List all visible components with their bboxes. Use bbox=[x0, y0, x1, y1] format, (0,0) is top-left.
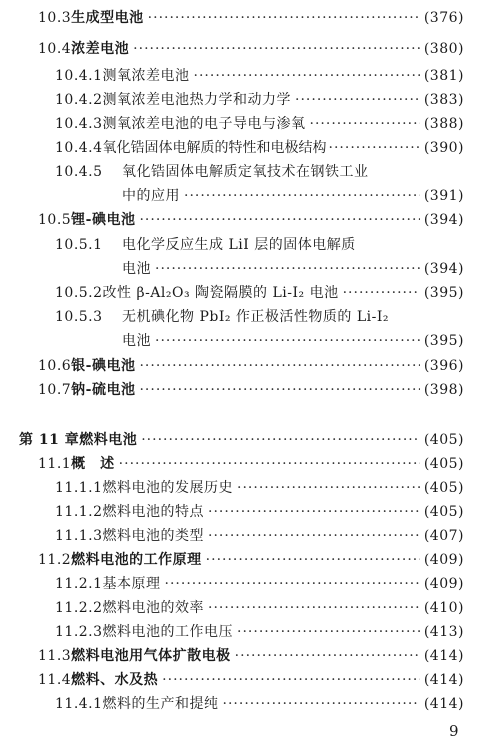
section-title-continued: 电池 bbox=[122, 261, 151, 277]
leader-dots bbox=[139, 381, 419, 399]
leader-dots bbox=[206, 551, 420, 569]
section-number: 11.1 bbox=[38, 456, 72, 472]
leader-dots bbox=[237, 479, 420, 497]
section-title: 燃料电池的效率 bbox=[102, 600, 205, 616]
page-number: (391) bbox=[423, 188, 464, 204]
section-title: 基本原理 bbox=[102, 576, 161, 592]
section-title: 燃料电池用气体扩散电极 bbox=[71, 648, 231, 664]
leader-dots bbox=[119, 455, 420, 473]
section-title: 电化学反应生成 LiI 层的固体电解质 bbox=[122, 237, 356, 253]
section-title: 燃料的生产和提纯 bbox=[102, 696, 219, 712]
toc-entry-10-6 bbox=[38, 357, 464, 375]
page-number: (414) bbox=[423, 696, 464, 712]
toc-entry-10-5-1-continued bbox=[122, 260, 464, 278]
page-number: (376) bbox=[423, 10, 464, 26]
page-number: (405) bbox=[423, 504, 464, 520]
toc-entry-11-1 bbox=[38, 455, 464, 473]
page-number: (390) bbox=[423, 140, 464, 156]
leader-dots bbox=[329, 139, 422, 157]
section-title: 概 述 bbox=[71, 456, 115, 472]
leader-dots bbox=[155, 260, 420, 278]
leader-dots bbox=[237, 623, 420, 641]
section-number: 10.5.2 bbox=[55, 285, 103, 301]
section-title: 测氧浓差电池的电子导电与渗氧 bbox=[102, 116, 306, 132]
section-number: 10.4.2 bbox=[55, 92, 103, 108]
page-number: (414) bbox=[423, 672, 464, 688]
page-number: (405) bbox=[423, 456, 464, 472]
section-title: 钠-硫电池 bbox=[71, 382, 136, 398]
section-title: 无机碘化物 PbI₂ 作正极活性物质的 Li-I₂ bbox=[122, 309, 390, 325]
toc-entry-11-1-2 bbox=[55, 503, 464, 521]
leader-dots bbox=[141, 431, 420, 449]
section-number: 10.4 bbox=[38, 41, 72, 57]
chapter-title: 燃料电池 bbox=[79, 432, 138, 448]
toc-entry-11-2-1 bbox=[55, 575, 464, 593]
section-title: 燃料电池的工作电压 bbox=[102, 624, 234, 640]
page-number: (380) bbox=[423, 41, 464, 57]
toc-entry-10-3 bbox=[38, 9, 464, 27]
leader-dots bbox=[343, 284, 420, 302]
section-number: 10.5.3 bbox=[55, 309, 103, 325]
leader-dots bbox=[184, 187, 420, 205]
section-number: 11.2.3 bbox=[55, 624, 103, 640]
toc-entry-11-2-3 bbox=[55, 623, 464, 641]
toc-entry-11-4-1 bbox=[55, 695, 464, 713]
toc-entry-11-1-1 bbox=[55, 479, 464, 497]
page-number: (396) bbox=[423, 358, 464, 374]
section-number: 10.4.1 bbox=[55, 68, 103, 84]
page-number: (381) bbox=[423, 68, 464, 84]
section-number: 11.2.1 bbox=[55, 576, 103, 592]
section-title: 银-碘电池 bbox=[71, 358, 136, 374]
toc-entry-10-5-3-continued bbox=[122, 332, 464, 350]
page-number: (395) bbox=[423, 285, 464, 301]
section-number: 10.6 bbox=[38, 358, 72, 374]
section-number: 11.2 bbox=[38, 552, 72, 568]
toc-entry-10-4-5 bbox=[55, 163, 464, 181]
section-title: 锂-碘电池 bbox=[71, 212, 136, 228]
section-title: 浓差电池 bbox=[71, 41, 130, 57]
leader-dots bbox=[162, 671, 420, 689]
section-number: 10.4.4 bbox=[55, 140, 103, 156]
page-number: (394) bbox=[423, 212, 464, 228]
section-number: 11.2.2 bbox=[55, 600, 103, 616]
page-number: (398) bbox=[423, 382, 464, 398]
section-title: 氧化锆固体电解质定氧技术在钢铁工业 bbox=[122, 164, 369, 180]
section-number: 11.4 bbox=[38, 672, 72, 688]
section-title: 生成型电池 bbox=[71, 10, 144, 26]
page-number: (410) bbox=[423, 600, 464, 616]
page-number: (395) bbox=[423, 333, 464, 349]
toc-entry-11-4 bbox=[38, 671, 464, 689]
toc-entry-11-1-3 bbox=[55, 527, 464, 545]
section-title: 燃料电池的发展历史 bbox=[102, 480, 234, 496]
toc-chapter-11 bbox=[19, 431, 464, 449]
chapter-number: 第 11 章 bbox=[19, 432, 80, 448]
toc-entry-10-4-3 bbox=[55, 115, 464, 133]
toc-entry-10-7 bbox=[38, 381, 464, 399]
leader-dots bbox=[133, 40, 420, 58]
leader-dots bbox=[310, 115, 420, 133]
section-title: 测氧浓差电池 bbox=[102, 68, 190, 84]
leader-dots bbox=[139, 357, 419, 375]
toc-entry-11-2 bbox=[38, 551, 464, 569]
page-number: (413) bbox=[423, 624, 464, 640]
leader-dots bbox=[235, 647, 420, 665]
toc-entry-10-4-1 bbox=[55, 67, 464, 85]
section-number: 10.4.5 bbox=[55, 164, 103, 180]
toc-entry-10-5-2 bbox=[55, 284, 464, 302]
page-number: (388) bbox=[423, 116, 464, 132]
section-title: 测氧浓差电池热力学和动力学 bbox=[102, 92, 292, 108]
page-number: (414) bbox=[423, 648, 464, 664]
toc-entry-11-2-2 bbox=[55, 599, 464, 617]
page-number: (407) bbox=[423, 528, 464, 544]
toc-entry-10-4-4 bbox=[55, 139, 464, 157]
page-number: (405) bbox=[423, 432, 464, 448]
section-title-continued: 电池 bbox=[122, 333, 151, 349]
section-title: 改性 β-Al₂O₃ 陶瓷隔膜的 Li-I₂ 电池 bbox=[102, 285, 339, 301]
leader-dots bbox=[148, 9, 420, 27]
page-number: (394) bbox=[423, 261, 464, 277]
page-number: (383) bbox=[423, 92, 464, 108]
toc-entry-10-5-1 bbox=[55, 236, 464, 254]
section-title-continued: 中的应用 bbox=[122, 188, 180, 204]
section-number: 11.4.1 bbox=[55, 696, 103, 712]
section-number: 10.5 bbox=[38, 212, 72, 228]
toc-entry-10-5 bbox=[38, 211, 464, 229]
leader-dots bbox=[295, 91, 420, 109]
section-number: 11.1.2 bbox=[55, 504, 103, 520]
leader-dots bbox=[208, 599, 420, 617]
section-number: 10.3 bbox=[38, 10, 72, 26]
toc-entry-11-3 bbox=[38, 647, 464, 665]
section-number: 11.1.3 bbox=[55, 528, 103, 544]
section-title: 燃料电池的特点 bbox=[102, 504, 205, 520]
toc-entry-10-4-5-continued bbox=[122, 187, 464, 205]
page-folio: 9 bbox=[449, 722, 459, 740]
section-number: 11.3 bbox=[38, 648, 72, 664]
section-number: 10.4.3 bbox=[55, 116, 103, 132]
section-number: 10.7 bbox=[38, 382, 72, 398]
leader-dots bbox=[165, 575, 420, 593]
leader-dots bbox=[155, 332, 420, 350]
toc-entry-10-4 bbox=[38, 40, 464, 58]
section-title: 氧化锆固体电解质的特性和电极结构 bbox=[102, 140, 327, 156]
page-number: (409) bbox=[423, 576, 464, 592]
page-number: (409) bbox=[423, 552, 464, 568]
section-number: 11.1.1 bbox=[55, 480, 103, 496]
toc-entry-10-5-3 bbox=[55, 308, 464, 326]
leader-dots bbox=[208, 527, 420, 545]
section-title: 燃料电池的工作原理 bbox=[71, 552, 202, 568]
toc-entry-10-4-2 bbox=[55, 91, 464, 109]
leader-dots bbox=[194, 67, 420, 85]
section-title: 燃料电池的类型 bbox=[102, 528, 205, 544]
section-number: 10.5.1 bbox=[55, 237, 103, 253]
leader-dots bbox=[139, 211, 419, 229]
page-number: (405) bbox=[423, 480, 464, 496]
leader-dots bbox=[208, 503, 420, 521]
section-title: 燃料、水及热 bbox=[71, 672, 159, 688]
leader-dots bbox=[223, 695, 420, 713]
